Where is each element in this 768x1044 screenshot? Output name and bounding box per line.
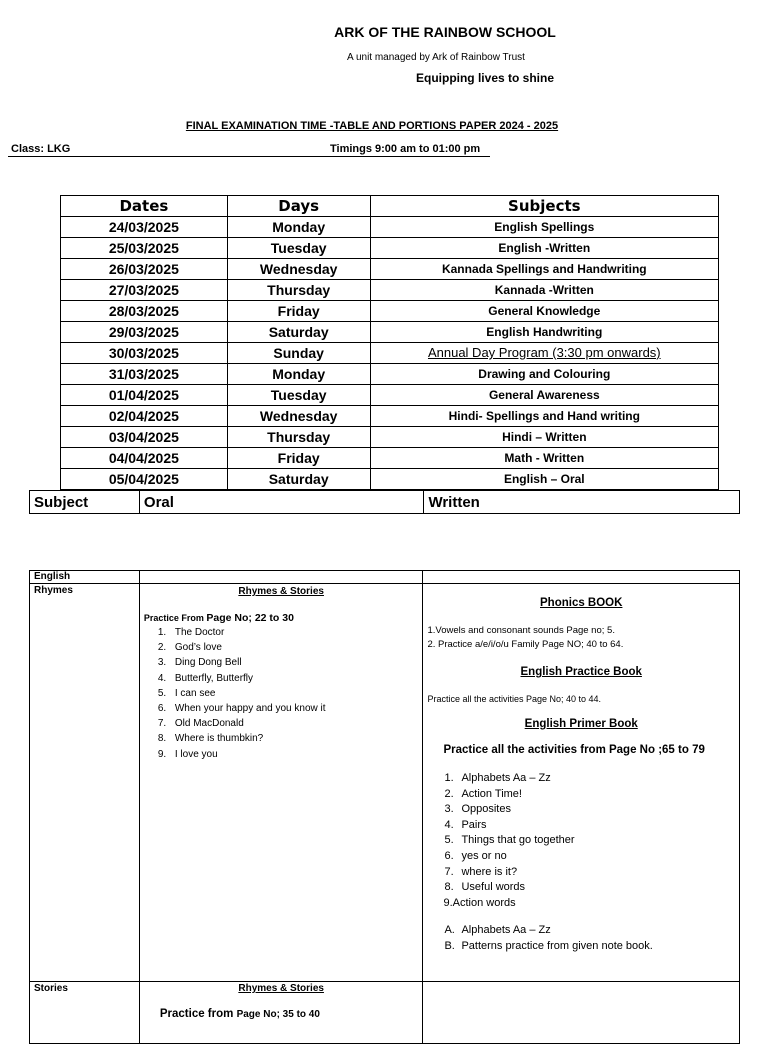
primer-item	[441, 849, 739, 865]
exam-date: 30/03/2025	[61, 343, 228, 364]
primer-item-number: 3.	[444, 803, 454, 816]
scheme-oral: Oral	[139, 491, 424, 514]
rhyme-title: Butterfly, Butterfly	[174, 672, 254, 684]
rhyme-title: I love you	[174, 748, 218, 760]
timetable-row	[61, 448, 719, 469]
rhyme-title: I can see	[174, 687, 216, 699]
class-timings-line	[8, 143, 490, 157]
timetable-row	[61, 364, 719, 385]
primer-item	[441, 802, 739, 818]
portions-rhymes-row	[30, 584, 740, 982]
exam-day: Friday	[227, 301, 370, 322]
rhyme-title: Old MacDonald	[174, 718, 244, 730]
primer-item-text: where is it?	[461, 865, 518, 878]
practice-book-heading: English Practice Book	[520, 666, 642, 678]
class-label: Class: LKG	[11, 143, 71, 155]
rhyme-item: 1. The Doctor	[157, 627, 225, 638]
rhyme-item: 4. Butterfly, Butterfly	[157, 672, 254, 684]
exam-date: 05/04/2025	[61, 469, 228, 490]
rhymes-heading: Rhymes & Stories	[238, 586, 324, 597]
exam-day: Tuesday	[227, 385, 370, 406]
timetable-row	[61, 385, 719, 406]
timetable-header-row	[61, 196, 719, 217]
exam-date: 29/03/2025	[61, 322, 228, 343]
exam-subject: English -Written	[370, 238, 718, 259]
rhyme-title: When your happy and you know it	[174, 703, 326, 715]
primer-heading: English Primer Book	[524, 718, 638, 730]
primer-item-number: 5.	[444, 834, 454, 847]
primer-alpha-item	[441, 923, 739, 939]
timetable	[60, 195, 719, 490]
rhyme-title: Ding Dong Bell	[174, 657, 242, 669]
exam-date: 03/04/2025	[61, 427, 228, 448]
timetable-row	[61, 217, 719, 238]
rhyme-item: 7. Old MacDonald	[157, 718, 244, 730]
exam-subject: General Knowledge	[370, 301, 718, 322]
exam-date: 26/03/2025	[61, 259, 228, 280]
primer-item-number: 6.	[444, 849, 454, 862]
exam-subject: English Handwriting	[370, 322, 718, 343]
exam-date: 04/04/2025	[61, 448, 228, 469]
exam-day: Friday	[227, 448, 370, 469]
rhymes-practice-prefix: Practice From	[143, 613, 207, 623]
scheme-subject: Subject	[30, 491, 140, 514]
rhyme-item: 6. When your happy and you know it	[157, 703, 326, 715]
primer-item-text: Pairs	[461, 818, 487, 831]
timings-label: Timings 9:00 am to 01:00 pm	[330, 143, 481, 155]
primer-item	[441, 880, 739, 896]
rhymes-oral-cell	[139, 584, 423, 982]
exam-date: 27/03/2025	[61, 280, 228, 301]
exam-day: Sunday	[227, 343, 370, 364]
exam-subject: Kannada -Written	[370, 280, 718, 301]
rhyme-title: Where is thumbkin?	[174, 733, 264, 745]
exam-day: Saturday	[227, 469, 370, 490]
header-dates: Dates	[61, 196, 228, 217]
exam-day: Wednesday	[227, 406, 370, 427]
stories-practice-prefix: Practice from	[159, 1008, 237, 1020]
exam-subject: Drawing and Colouring	[370, 364, 718, 385]
header-subjects: Subjects	[370, 196, 718, 217]
phonics-line-1: 1.Vowels and consonant sounds Page no; 5.	[427, 625, 615, 636]
primer-alpha-list	[423, 923, 739, 954]
timetable-row	[61, 280, 719, 301]
scheme-header-table	[29, 490, 740, 514]
primer-item-number: 2.	[444, 787, 454, 800]
primer-list	[423, 771, 739, 896]
stories-practice-pages: Page No; 35 to 40	[236, 1009, 320, 1020]
exam-subject: English – Oral	[370, 469, 718, 490]
primer-item	[441, 833, 739, 849]
exam-day: Monday	[227, 364, 370, 385]
timetable-row	[61, 469, 719, 490]
primer-item	[441, 787, 739, 803]
header-days: Days	[227, 196, 370, 217]
exam-day: Thursday	[227, 280, 370, 301]
primer-alpha-item	[441, 939, 739, 955]
primer-item-number: 8.	[444, 881, 454, 894]
exam-day: Tuesday	[227, 238, 370, 259]
primer-item-text: Opposites	[461, 803, 511, 816]
primer-item-9: 9.Action words	[443, 896, 516, 909]
stories-heading: Rhymes & Stories	[238, 983, 324, 994]
primer-alpha-item-number: B.	[444, 939, 455, 952]
portions-stories-row	[30, 982, 740, 1044]
exam-date: 28/03/2025	[61, 301, 228, 322]
portions-table	[29, 570, 740, 1044]
exam-day: Saturday	[227, 322, 370, 343]
exam-date: 02/04/2025	[61, 406, 228, 427]
primer-item-text: Alphabets Aa – Zz	[461, 772, 551, 784]
practice-book-line: Practice all the activities Page No; 40 to 44.	[427, 694, 602, 704]
scheme-written: Written	[424, 491, 740, 514]
primer-item-number: 7.	[444, 865, 454, 878]
exam-subject: General Awareness	[370, 385, 718, 406]
rhyme-item: 3. Ding Dong Bell	[157, 657, 242, 669]
school-name: ARK OF THE RAINBOW SCHOOL	[334, 24, 556, 40]
timetable-row	[61, 427, 719, 448]
rhyme-item: 9. I love you	[157, 748, 218, 760]
exam-subject: Kannada Spellings and Handwriting	[370, 259, 718, 280]
rhyme-title: God’s love	[174, 642, 222, 654]
primer-line: Practice all the activities from Page No ;65 to 79	[443, 744, 705, 756]
tagline: Equipping lives to shine	[415, 71, 554, 85]
timetable-row	[61, 301, 719, 322]
rhymes-practice-pages: Page No; 22 to 30	[206, 612, 294, 624]
primer-item	[441, 865, 739, 881]
stories-oral-cell	[139, 982, 423, 1044]
rhyme-item: 2. God’s love	[157, 642, 222, 654]
timetable-row	[61, 322, 719, 343]
primer-item	[441, 818, 739, 834]
timetable-row	[61, 259, 719, 280]
exam-date: 24/03/2025	[61, 217, 228, 238]
stories-label: Stories	[30, 982, 140, 1044]
rhymes-written-cell	[423, 584, 740, 982]
primer-item-text: Things that go together	[461, 834, 575, 847]
timetable-row	[61, 343, 719, 364]
exam-day: Monday	[227, 217, 370, 238]
exam-subject: Hindi – Written	[370, 427, 718, 448]
timetable-row	[61, 238, 719, 259]
english-oral-cell	[139, 571, 423, 584]
exam-subject: Hindi- Spellings and Hand writing	[370, 406, 718, 427]
primer-item	[441, 771, 739, 787]
rhyme-title: The Doctor	[174, 627, 225, 638]
phonics-line-2: 2. Practice a/e/i/o/u Family Page NO; 40 to 64.	[427, 639, 624, 650]
scheme-row	[30, 491, 740, 514]
english-written-cell	[423, 571, 740, 584]
exam-subject: Math - Written	[370, 448, 718, 469]
exam-day: Thursday	[227, 427, 370, 448]
exam-date: 31/03/2025	[61, 364, 228, 385]
primer-item-text: Useful words	[461, 881, 526, 894]
phonics-heading: Phonics BOOK	[540, 597, 623, 609]
exam-day: Wednesday	[227, 259, 370, 280]
primer-alpha-item-text: Alphabets Aa – Zz	[461, 924, 551, 937]
timetable-row	[61, 406, 719, 427]
stories-practice-line	[140, 1008, 423, 1020]
primer-alpha-item-text: Patterns practice from given note book.	[461, 939, 653, 952]
primer-item-number: 1.	[444, 772, 454, 784]
primer-alpha-item-number: A.	[444, 924, 455, 937]
rhymes-list	[140, 625, 423, 762]
stories-written-cell	[423, 982, 740, 1044]
primer-item-text: yes or no	[461, 849, 507, 862]
rhymes-label: Rhymes	[30, 584, 140, 982]
primer-item-number: 4.	[444, 818, 454, 831]
exam-subject: Annual Day Program (3:30 pm onwards)	[370, 343, 718, 364]
exam-date: 25/03/2025	[61, 238, 228, 259]
portions-english-row	[30, 571, 740, 584]
rhyme-item: 5. I can see	[157, 687, 216, 699]
english-label: English	[30, 571, 140, 584]
exam-title: FINAL EXAMINATION TIME -TABLE AND PORTIONS PAPER 2024 - 2025	[185, 120, 559, 132]
exam-date: 01/04/2025	[61, 385, 228, 406]
primer-item-text: Action Time!	[461, 787, 522, 800]
rhymes-practice-line	[140, 611, 423, 625]
unit-line: A unit managed by Ark of Rainbow Trust	[347, 52, 525, 63]
rhyme-item: 8. Where is thumbkin?	[157, 733, 264, 745]
exam-subject: English Spellings	[370, 217, 718, 238]
